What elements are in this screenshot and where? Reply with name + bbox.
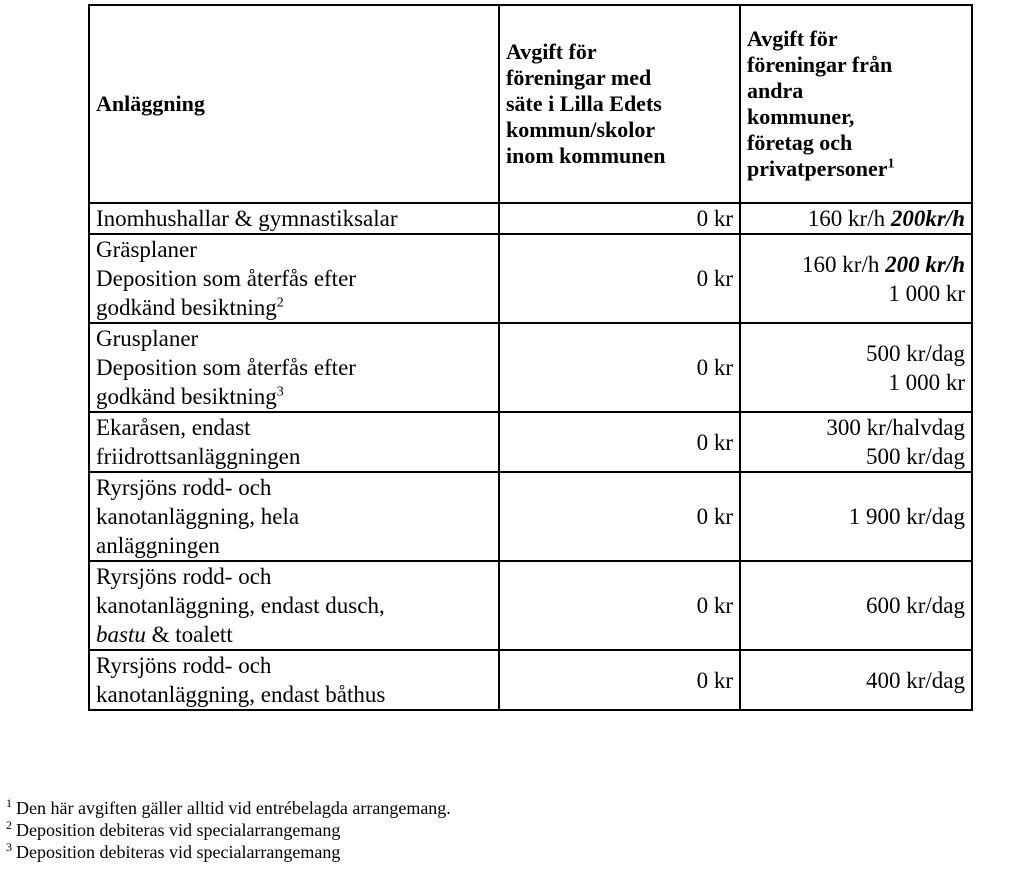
other-fee-line	[747, 666, 965, 695]
facility-text: Gräsplaner	[96, 237, 197, 262]
other-fee-line	[747, 591, 965, 620]
facility-italic-text: bastu	[96, 622, 146, 647]
other-fee-cell	[740, 561, 972, 650]
facility-line	[96, 324, 492, 353]
header-local-line: kommun/skolor	[506, 117, 656, 142]
header-other-text: privatpersoner	[747, 156, 888, 181]
header-local-line: Avgift för	[506, 39, 597, 64]
header-other-line	[747, 52, 965, 78]
footnote	[6, 841, 451, 863]
header-local-fee	[499, 5, 740, 203]
other-fee-new: 200kr/h	[890, 206, 965, 231]
facility-line	[96, 591, 492, 620]
header-local-line: föreningar med	[506, 65, 652, 90]
other-fee-text: 400 kr/dag	[865, 667, 965, 693]
facility-text: Deposition som återfås efter	[96, 266, 356, 291]
facility-line	[96, 293, 492, 322]
other-fee-line	[747, 339, 965, 368]
facility-line	[96, 562, 492, 591]
footnote	[6, 819, 451, 841]
facility-cell	[89, 203, 499, 234]
other-fee-line	[747, 279, 965, 308]
facility-text: & toalett	[145, 622, 233, 647]
header-other-fee	[740, 5, 972, 203]
facility-line	[96, 235, 492, 264]
facility-line	[96, 680, 492, 709]
header-local-line: säte i Lilla Edets	[506, 91, 662, 116]
fee-table	[88, 4, 973, 711]
facility-line	[96, 382, 492, 411]
facility-text: Inomhushallar & gymnastiksalar	[96, 206, 398, 231]
other-fee-cell	[740, 472, 972, 561]
other-fee-cell	[740, 203, 972, 234]
other-fee-cell	[740, 650, 972, 710]
other-fee-line	[747, 204, 965, 233]
header-facility: Anläggning	[89, 5, 499, 203]
footnote-mark: 1	[6, 796, 12, 810]
table-row	[89, 234, 972, 323]
footnote	[6, 797, 451, 819]
other-fee-text: 1 900 kr/dag	[848, 504, 965, 529]
other-fee-text: 300 kr/halvdag	[826, 415, 965, 440]
other-fee-cell	[740, 323, 972, 412]
facility-line	[96, 473, 492, 502]
facility-text: Ryrsjöns rodd- och	[96, 475, 272, 500]
facility-line	[96, 531, 492, 560]
table-row	[89, 472, 972, 561]
table-row	[89, 203, 972, 234]
other-fee-text: 500 kr/dag	[865, 444, 965, 469]
facility-cell	[89, 234, 499, 323]
header-other-text: Avgift för	[747, 26, 838, 51]
other-fee-cell	[740, 412, 972, 472]
other-fee-new: 200 kr/h	[885, 251, 965, 277]
header-other-text: föreningar från	[747, 52, 893, 77]
facility-line	[96, 204, 492, 233]
facility-text: friidrottsanläggningen	[96, 444, 301, 469]
table-row	[89, 650, 972, 710]
facility-cell	[89, 412, 499, 472]
footnote-ref: 2	[276, 295, 284, 311]
facility-line	[96, 264, 492, 293]
facility-cell	[89, 561, 499, 650]
local-fee-cell: 0 kr	[499, 234, 740, 323]
table-row	[89, 412, 972, 472]
facility-cell	[89, 472, 499, 561]
header-other-text: kommuner,	[747, 104, 855, 129]
facility-text: Grusplaner	[96, 326, 199, 351]
facility-cell	[89, 323, 499, 412]
footnote-text: Deposition debiteras vid specialarrangemang	[16, 842, 341, 862]
other-fee-line	[747, 442, 965, 471]
other-fee-text: 160 kr/h	[807, 206, 891, 231]
local-fee-cell: 0 kr	[499, 412, 740, 472]
facility-line	[96, 502, 492, 531]
local-fee-cell: 0 kr	[499, 472, 740, 561]
other-fee-text: 160 kr/h	[802, 251, 886, 277]
footnote-mark: 3	[6, 840, 12, 854]
facility-text: Ryrsjöns rodd- och	[96, 564, 272, 589]
footnote-ref: 3	[276, 384, 284, 400]
facility-text: kanotanläggning, endast båthus	[96, 682, 386, 707]
header-other-text: företag och	[747, 130, 853, 155]
facility-line	[96, 353, 492, 382]
other-fee-line	[747, 368, 965, 397]
other-fee-text: 1 000 kr	[888, 369, 965, 395]
header-local-line: inom kommunen	[506, 143, 666, 168]
facility-line	[96, 413, 492, 442]
facility-line	[96, 442, 492, 471]
local-fee-cell: 0 kr	[499, 203, 740, 234]
header-other-line	[747, 104, 965, 130]
footnotes	[6, 797, 451, 863]
footnote-mark: 2	[6, 818, 12, 832]
facility-text: godkänd besiktning	[96, 384, 277, 409]
facility-text: anläggningen	[96, 533, 220, 558]
local-fee-cell: 0 kr	[499, 650, 740, 710]
header-other-line	[747, 78, 965, 104]
other-fee-text: 500 kr/dag	[865, 340, 965, 366]
facility-line	[96, 620, 492, 649]
facility-line	[96, 651, 492, 680]
table-row	[89, 561, 972, 650]
footnote-ref: 1	[887, 156, 895, 172]
facility-cell	[89, 650, 499, 710]
footnote-text: Den här avgiften gäller alltid vid entrébelagda arrangemang.	[16, 798, 451, 818]
table-header-row	[89, 5, 972, 203]
facility-text: kanotanläggning, hela	[96, 504, 300, 529]
other-fee-line	[747, 250, 965, 279]
other-fee-line	[747, 413, 965, 442]
facility-text: Deposition som återfås efter	[96, 355, 356, 380]
facility-text: godkänd besiktning	[96, 295, 277, 320]
facility-text: kanotanläggning, endast dusch,	[96, 593, 385, 618]
facility-text: Ryrsjöns rodd- och	[96, 653, 272, 678]
footnote-text: Deposition debiteras vid specialarrangemang	[16, 820, 341, 840]
header-other-line	[747, 130, 965, 156]
local-fee-cell: 0 kr	[499, 561, 740, 650]
table-body	[89, 203, 972, 710]
other-fee-cell	[740, 234, 972, 323]
local-fee-cell: 0 kr	[499, 323, 740, 412]
facility-text: Ekaråsen, endast	[96, 415, 251, 440]
header-other-line	[747, 156, 965, 182]
header-other-text: andra	[747, 78, 804, 103]
other-fee-line	[747, 502, 965, 531]
other-fee-text: 1 000 kr	[888, 280, 965, 306]
header-other-line	[747, 26, 965, 52]
table-row	[89, 323, 972, 412]
other-fee-text: 600 kr/dag	[865, 593, 965, 618]
